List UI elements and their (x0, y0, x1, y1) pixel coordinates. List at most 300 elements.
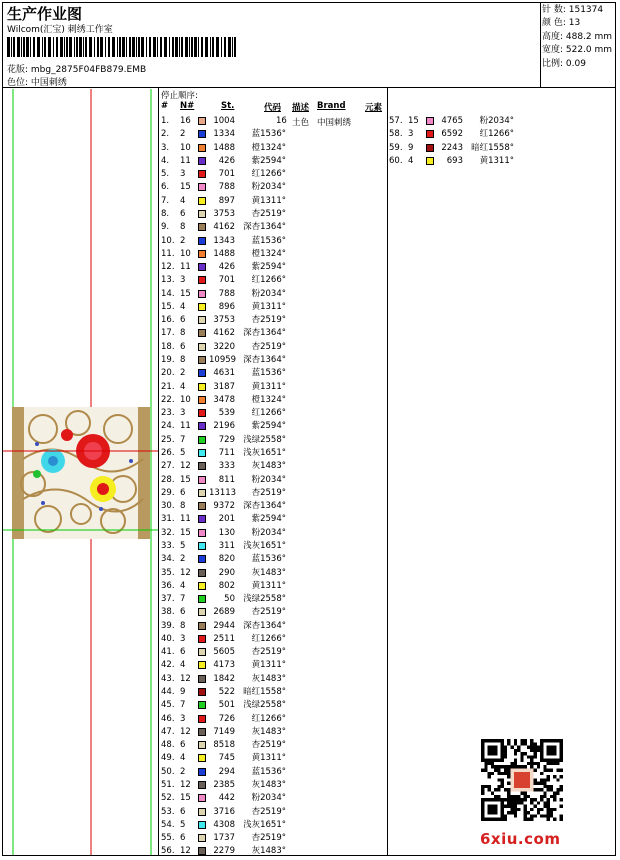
thread-row (161, 181, 391, 194)
thread-color-swatch (198, 821, 206, 829)
thread-needle: 12 (180, 673, 191, 684)
thread-code: 红1266° (251, 275, 286, 286)
color-count: 颜 色: 13 (542, 18, 581, 29)
thread-stitches: 2511 (213, 633, 235, 644)
thread-code: 紫2594° (251, 421, 286, 432)
thread-row (161, 407, 391, 420)
thread-row (161, 341, 391, 354)
thread-color-swatch (198, 608, 206, 616)
thread-needle: 8 (180, 620, 186, 631)
thread-stitches: 13113 (209, 487, 237, 498)
thread-code: 深杏1364° (243, 501, 286, 512)
thread-seq: 44. (161, 687, 175, 698)
thread-color-swatch (198, 808, 206, 816)
thread-seq: 8. (161, 208, 170, 219)
thread-code: 黄1311° (251, 381, 286, 392)
thread-row (161, 832, 391, 845)
thread-seq: 43. (161, 673, 175, 684)
thread-stitches: 701 (218, 275, 235, 286)
thread-seq: 27. (161, 461, 175, 472)
thread-seq: 10. (161, 235, 175, 246)
thread-needle: 6 (180, 806, 186, 817)
thread-needle: 7 (180, 700, 186, 711)
thread-row (161, 327, 391, 340)
design-stats (542, 4, 612, 71)
thread-code: 浅绿2558° (243, 434, 286, 445)
thread-needle: 15 (180, 474, 191, 485)
thread-stitches: 3220 (213, 341, 235, 352)
thread-code: 浅绿2558° (243, 594, 286, 605)
thread-code: 灰1483° (251, 846, 286, 857)
thread-stitches: 4162 (213, 222, 235, 233)
thread-needle: 4 (180, 381, 186, 392)
thread-row (161, 354, 391, 367)
thread-needle: 10 (180, 394, 191, 405)
thread-stitches: 896 (218, 301, 235, 312)
thread-color-swatch (198, 409, 206, 417)
thread-code: 杏2519° (251, 341, 286, 352)
thread-stitches: 10959 (209, 355, 237, 366)
thread-needle: 11 (180, 262, 191, 273)
col-header-description: 描述 (292, 103, 310, 113)
thread-stitches: 426 (218, 155, 235, 166)
thread-color-swatch (198, 648, 206, 656)
header-divider (2, 87, 616, 88)
thread-stitches: 1343 (213, 235, 235, 246)
thread-seq: 34. (161, 554, 175, 565)
thread-row (161, 739, 391, 752)
thread-seq: 16. (161, 315, 175, 326)
stop-sequence-label: 停止顺序: (161, 91, 198, 101)
thread-color-swatch (198, 635, 206, 643)
thread-seq: 12. (161, 262, 175, 273)
thread-needle: 3 (180, 633, 186, 644)
thread-row (161, 221, 391, 234)
thread-needle: 3 (180, 713, 186, 724)
thread-stitches: 4162 (213, 328, 235, 339)
thread-code: 浅灰1651° (243, 448, 286, 458)
thread-seq: 42. (161, 660, 175, 671)
thread-stitches: 2279 (213, 846, 235, 857)
thread-stitches: 9372 (213, 501, 235, 512)
thread-needle: 4 (180, 753, 186, 764)
thread-stitches: 290 (218, 567, 235, 578)
thread-row (161, 726, 391, 739)
thread-needle: 3 (180, 275, 186, 286)
thread-seq: 60. (389, 155, 403, 166)
thread-code: 红1266° (251, 169, 286, 180)
thread-needle: 15 (180, 527, 191, 538)
thread-needle: 7 (180, 594, 186, 605)
thread-row (161, 142, 391, 155)
thread-needle: 3 (180, 169, 186, 180)
col-header-needle: N# (180, 101, 195, 111)
thread-seq: 17. (161, 328, 175, 339)
thread-code: 黄1311° (251, 660, 286, 671)
thread-stitches: 788 (218, 288, 235, 299)
col-header-seq: # (161, 101, 169, 111)
thread-seq: 51. (161, 780, 175, 790)
thread-code: 粉2034° (479, 116, 514, 126)
thread-seq: 11. (161, 248, 175, 259)
thread-code: 粉2034° (251, 288, 286, 299)
thread-needle: 12 (180, 780, 191, 790)
thread-stitches: 294 (218, 766, 235, 777)
thread-needle: 15 (180, 793, 191, 804)
thread-seq: 28. (161, 474, 175, 485)
thread-seq: 46. (161, 713, 175, 724)
thread-row (161, 633, 391, 646)
thread-row (161, 540, 391, 553)
thread-code: 杏2519° (251, 740, 286, 751)
thread-color-swatch (198, 489, 206, 497)
thread-row (161, 699, 391, 712)
thread-code: 深杏1364° (243, 355, 286, 366)
thread-seq: 59. (389, 142, 403, 153)
thread-needle: 11 (180, 155, 191, 166)
thread-color-swatch (198, 529, 206, 537)
thread-color-swatch (198, 542, 206, 550)
thread-color-swatch (198, 754, 206, 762)
thread-code: 杏2519° (251, 833, 286, 844)
thread-code: 暗红1558° (471, 142, 514, 153)
thread-seq: 14. (161, 288, 175, 299)
thread-seq: 36. (161, 580, 175, 591)
thread-stitches: 3716 (213, 806, 235, 817)
thread-row (161, 819, 391, 832)
thread-code: 黄1311° (251, 195, 286, 206)
thread-needle: 11 (180, 514, 191, 525)
thread-needle: 16 (180, 116, 191, 126)
thread-stitches: 5605 (213, 647, 235, 658)
thread-seq: 57. (389, 116, 403, 126)
thread-needle: 15 (180, 288, 191, 299)
thread-needle: 2 (180, 368, 186, 379)
thread-needle: 5 (180, 819, 186, 830)
thread-color-swatch (198, 728, 206, 736)
thread-stitches: 442 (218, 793, 235, 804)
stitch-count: 针 数: 151374 (542, 5, 604, 15)
thread-row (161, 553, 391, 566)
thread-color-swatch (198, 290, 206, 298)
thread-row (161, 527, 391, 540)
thread-color-swatch (198, 661, 206, 669)
thread-stitches: 426 (218, 262, 235, 273)
thread-row (161, 806, 391, 819)
first-row-code: 16 (276, 116, 287, 126)
thread-row (161, 686, 391, 699)
thread-color-swatch (198, 462, 206, 470)
thread-code: 红1266° (479, 129, 514, 140)
thread-seq: 45. (161, 700, 175, 711)
page-title: 生产作业图 (7, 5, 83, 23)
thread-color-swatch (198, 396, 206, 404)
thread-row (161, 381, 391, 394)
thread-seq: 18. (161, 341, 175, 352)
thread-needle: 8 (180, 355, 186, 366)
thread-seq: 40. (161, 633, 175, 644)
thread-seq: 54. (161, 819, 175, 830)
design-height: 高度: 488.2 mm (542, 31, 613, 42)
thread-needle: 12 (180, 846, 191, 857)
thread-color-swatch (198, 250, 206, 258)
thread-stitches: 1488 (213, 142, 235, 153)
thread-color-swatch (198, 237, 206, 245)
thread-row (389, 142, 619, 155)
thread-row (161, 646, 391, 659)
thread-needle: 4 (180, 301, 186, 312)
thread-color-swatch (198, 369, 206, 377)
thread-needle: 11 (180, 421, 191, 432)
thread-row (161, 659, 391, 672)
thread-stitches: 50 (224, 594, 235, 605)
thread-needle: 8 (180, 501, 186, 512)
thread-needle: 10 (180, 248, 191, 259)
thread-needle: 4 (180, 195, 186, 206)
thread-seq: 31. (161, 514, 175, 525)
thread-row (161, 434, 391, 447)
thread-row (161, 314, 391, 327)
thread-code: 杏2519° (251, 647, 286, 658)
thread-needle: 6 (180, 833, 186, 844)
thread-color-swatch (198, 582, 206, 590)
thread-needle: 2 (180, 235, 186, 246)
thread-code: 浅灰1651° (243, 819, 286, 830)
thread-seq: 7. (161, 195, 170, 206)
thread-row (161, 766, 391, 779)
thread-stitches: 2196 (213, 421, 235, 432)
thread-row (161, 460, 391, 473)
design-width: 宽度: 522.0 mm (542, 45, 613, 56)
thread-seq: 47. (161, 726, 175, 737)
thread-needle: 6 (180, 647, 186, 658)
thread-color-swatch (198, 130, 206, 138)
col-header-code: 代码 (264, 103, 282, 113)
thread-stitches: 4308 (213, 819, 235, 830)
thread-row (161, 500, 391, 513)
thread-stitches: 333 (218, 461, 235, 472)
thread-stitches: 1488 (213, 248, 235, 259)
thread-color-swatch (198, 157, 206, 165)
thread-seq: 41. (161, 647, 175, 658)
thread-code: 蓝1536° (251, 129, 286, 140)
thread-color-swatch (198, 741, 206, 749)
thread-stitches: 4631 (213, 368, 235, 379)
thread-code: 黄1311° (251, 580, 286, 591)
thread-stitches: 1737 (213, 833, 235, 844)
thread-code: 灰1483° (251, 567, 286, 578)
thread-seq: 26. (161, 448, 175, 458)
thread-stitches: 3478 (213, 394, 235, 405)
thread-code: 红1266° (251, 408, 286, 419)
thread-code: 浅绿2558° (243, 700, 286, 711)
thread-seq: 37. (161, 594, 175, 605)
thread-color-swatch (426, 130, 434, 138)
thread-row (161, 195, 391, 208)
thread-needle: 15 (180, 182, 191, 193)
thread-seq: 38. (161, 607, 175, 618)
thread-color-swatch (198, 675, 206, 683)
thread-seq: 21. (161, 381, 175, 392)
thread-code: 深杏1364° (243, 620, 286, 631)
thread-needle: 6 (180, 607, 186, 618)
thread-seq: 32. (161, 527, 175, 538)
thread-seq: 35. (161, 567, 175, 578)
thread-stitches: 6592 (441, 129, 463, 140)
thread-code: 深杏1364° (243, 328, 286, 339)
thread-seq: 56. (161, 846, 175, 857)
thread-row (161, 713, 391, 726)
thread-stitches: 1334 (213, 129, 235, 140)
thread-row (161, 128, 391, 141)
thread-stitches: 2944 (213, 620, 235, 631)
thread-needle: 12 (180, 567, 191, 578)
thread-color-swatch (198, 343, 206, 351)
thread-seq: 22. (161, 394, 175, 405)
design-file-name: 花版: mbg_2875F04FB879.EMB (7, 65, 147, 75)
thread-seq: 6. (161, 182, 170, 193)
thread-color-swatch (426, 144, 434, 152)
thread-code: 粉2034° (251, 793, 286, 804)
thread-seq: 24. (161, 421, 175, 432)
thread-stitches: 2689 (213, 607, 235, 618)
stats-divider (540, 2, 541, 87)
thread-needle: 3 (408, 129, 414, 140)
thread-seq: 55. (161, 833, 175, 844)
thread-stitches: 3187 (213, 381, 235, 392)
thread-color-swatch (198, 834, 206, 842)
thread-row (161, 792, 391, 805)
first-row-description: 土色 (292, 118, 310, 128)
qr-code (481, 739, 563, 821)
thread-row (161, 606, 391, 619)
thread-needle: 9 (408, 142, 414, 153)
thread-needle: 6 (180, 341, 186, 352)
thread-code: 粉2034° (251, 474, 286, 485)
thread-color-swatch (198, 688, 206, 696)
thread-seq: 50. (161, 766, 175, 777)
thread-seq: 4. (161, 155, 170, 166)
thread-code: 紫2594° (251, 262, 286, 273)
thread-color-swatch (198, 303, 206, 311)
thread-stitches: 4173 (213, 660, 235, 671)
thread-color-swatch (198, 768, 206, 776)
thread-color-swatch (198, 515, 206, 523)
thread-color-swatch (198, 383, 206, 391)
thread-seq: 1. (161, 116, 170, 126)
thread-needle: 4 (180, 580, 186, 591)
thread-code: 紫2594° (251, 155, 286, 166)
thread-color-swatch (198, 436, 206, 444)
thread-code: 浅灰1651° (243, 540, 286, 551)
thread-seq: 5. (161, 169, 170, 180)
thread-stitches: 3753 (213, 315, 235, 326)
thread-stitches: 501 (218, 700, 235, 711)
thread-code: 蓝1536° (251, 766, 286, 777)
embroidery-design-image (12, 407, 150, 539)
thread-stitches: 693 (446, 155, 463, 166)
thread-row (389, 128, 619, 141)
thread-stitches: 8518 (213, 740, 235, 751)
site-watermark: 6xiu.com (480, 830, 561, 848)
thread-seq: 23. (161, 408, 175, 419)
thread-seq: 9. (161, 222, 170, 233)
thread-stitches: 522 (218, 687, 235, 698)
thread-code: 深杏1364° (243, 222, 286, 233)
col-header-element: 元素 (365, 103, 383, 113)
thread-stitches: 130 (218, 527, 235, 538)
thread-code: 灰1483° (251, 461, 286, 472)
thread-row (161, 752, 391, 765)
thread-code: 杏2519° (251, 487, 286, 498)
col-header-stitches: St. (221, 101, 235, 111)
thread-color-swatch (426, 157, 434, 165)
thread-code: 灰1483° (251, 726, 286, 737)
thread-stitches: 539 (218, 408, 235, 419)
thread-seq: 33. (161, 540, 175, 551)
thread-seq: 29. (161, 487, 175, 498)
thread-color-swatch (198, 476, 206, 484)
thread-needle: 3 (180, 408, 186, 419)
thread-needle: 4 (180, 660, 186, 671)
thread-needle: 2 (180, 766, 186, 777)
thread-color-swatch (198, 847, 206, 855)
color-scheme-label: 色位: 中国刺绣 (7, 78, 67, 88)
thread-needle: 2 (180, 554, 186, 565)
thread-code: 橙1324° (251, 248, 286, 259)
thread-code: 粉2034° (251, 182, 286, 193)
thread-code: 紫2594° (251, 514, 286, 525)
thread-stitches: 201 (218, 514, 235, 525)
thread-row (161, 420, 391, 433)
thread-code: 橙1324° (251, 394, 286, 405)
thread-needle: 5 (180, 448, 186, 458)
col-header-brand: Brand (317, 101, 346, 111)
thread-stitches: 4765 (441, 116, 463, 126)
thread-color-swatch (198, 715, 206, 723)
thread-color-swatch (198, 555, 206, 563)
thread-color-swatch (198, 569, 206, 577)
thread-row (161, 168, 391, 181)
thread-color-swatch (198, 781, 206, 789)
thread-row (161, 301, 391, 314)
thread-row (161, 487, 391, 500)
thread-row (389, 155, 619, 168)
thread-color-swatch (198, 144, 206, 152)
thread-color-swatch (198, 422, 206, 430)
preview-divider (158, 87, 159, 856)
thread-code: 蓝1536° (251, 368, 286, 379)
thread-stitches: 701 (218, 169, 235, 180)
thread-color-swatch (198, 595, 206, 603)
thread-needle: 6 (180, 487, 186, 498)
thread-needle: 12 (180, 461, 191, 472)
thread-code: 灰1483° (251, 780, 286, 790)
thread-stitches: 311 (218, 540, 235, 551)
thread-seq: 53. (161, 806, 175, 817)
thread-stitches: 729 (218, 434, 235, 445)
thread-color-swatch (198, 263, 206, 271)
thread-code: 红1266° (251, 713, 286, 724)
thread-needle: 6 (180, 315, 186, 326)
thread-color-swatch (198, 170, 206, 178)
thread-code: 杏2519° (251, 208, 286, 219)
thread-stitches: 1004 (213, 116, 235, 126)
barcode (7, 37, 237, 57)
thread-row (161, 288, 391, 301)
thread-stitches: 7149 (213, 726, 235, 737)
thread-stitches: 2243 (441, 142, 463, 153)
